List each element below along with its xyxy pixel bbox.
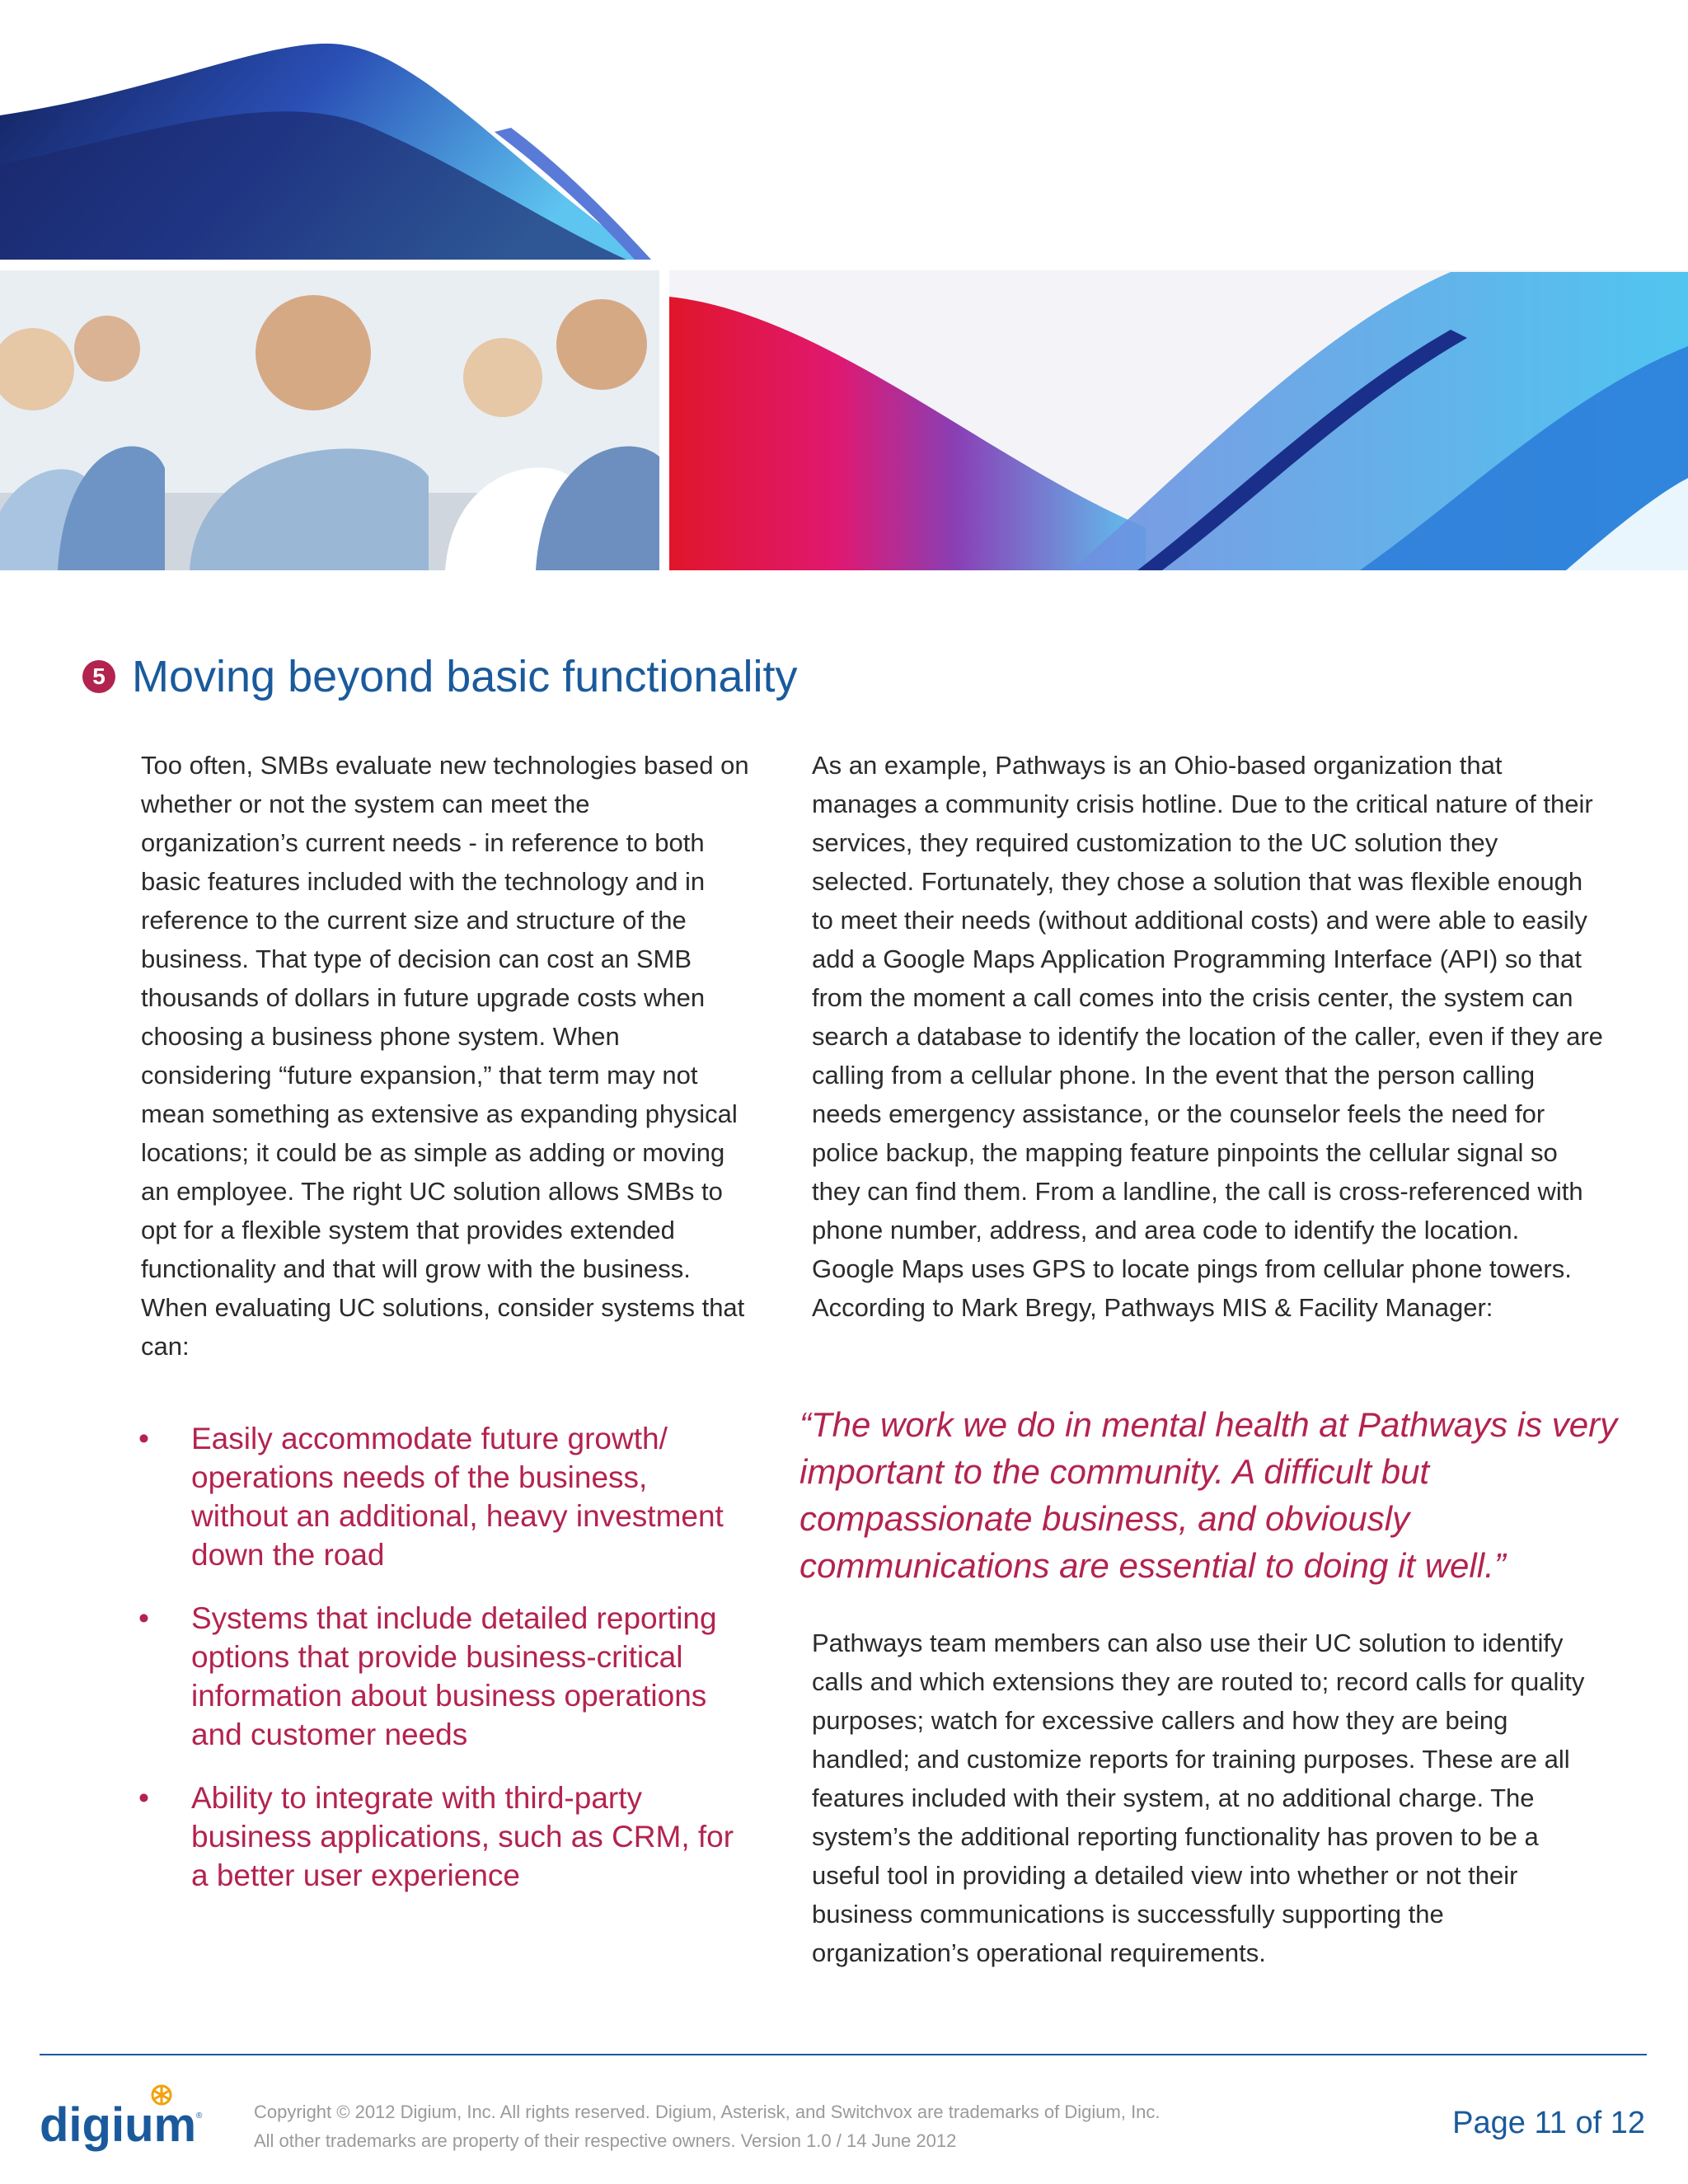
bullet-symbol: • — [138, 1781, 149, 1815]
bullet-symbol: • — [138, 1601, 149, 1635]
section-title: Moving beyond basic functionality — [132, 652, 798, 701]
bullet-text: Systems that include detailed reporting options that provide business-critical information about business operations and customer needs — [191, 1601, 717, 1751]
copyright-line-2: All other trademarks are property of their respective owners. Version 1.0 / 14 June 2012 — [254, 2130, 957, 2151]
bullet-list — [132, 1419, 742, 1919]
copyright-notice — [254, 2097, 1325, 2155]
section-heading — [82, 651, 797, 702]
bullet-item — [132, 1599, 742, 1754]
right-column — [812, 746, 1603, 1327]
pull-quote: “The work we do in mental health at Pathways is very important to the community. A difficult but compassionate business, and obviously communications are essential to doing it well.” — [799, 1405, 1618, 1585]
section-number-badge: 5 — [82, 660, 115, 693]
bullet-text: Easily accommodate future growth/ operations needs of the business, without an additional, heavy investment down the road — [191, 1422, 724, 1572]
bullet-item — [132, 1779, 742, 1895]
intro-paragraph: Too often, SMBs evaluate new technologies based on whether or not the system can meet the organization’s current needs - in reference to both basic features included with the technology and in reference to the current size and structure of the business. That type of decision can cost an SMB thousands of dollars in future upgrade costs when choosing a business phone system. When considering “future expansion,” that term may not mean something as extensive as expanding physical locations; it could be as simple as adding or moving an employee. The right UC solution allows SMBs to opt for a flexible system that provides extended functionality and that will grow with the business. When evaluating UC solutions, consider systems that can: — [141, 751, 749, 1361]
footer-divider — [40, 2054, 1647, 2055]
features-paragraph: Pathways team members can also use their UC solution to identify calls and which extensions they are routed to; record calls for quality purposes; watch for excessive callers and how they are being handled; and customize reports for training purposes. These are all features included with their system, at no additional charge. The system’s the additional reporting functionality has proven to be a useful tool in providing a detailed view into whether or not their business communications is successfully supporting the organization’s operational requirements. — [812, 1629, 1585, 1967]
bullet-item — [132, 1419, 742, 1574]
digium-logo — [40, 2077, 204, 2159]
page-number: Page 11 of 12 — [1452, 2106, 1645, 2140]
bullet-text: Ability to integrate with third-party business applications, such as CRM, for a better user experience — [191, 1781, 734, 1892]
bullet-symbol: • — [138, 1422, 149, 1455]
example-paragraph: As an example, Pathways is an Ohio-based organization that manages a community crisis hotline. Due to the critical nature of their services, they required customization to the UC solution they selected. Fortunately, they chose a solution that was flexible enough to meet their needs (without additional costs) and were able to easily add a Google Maps Application Programming Interface (API) so that from the moment a call comes into the crisis center, the system can search a database to identify the location of the caller, even if they are calling from a cellular phone. In the event that the person calling needs emergency assistance, or the counselor feels the need for police backup, the mapping feature pinpoints the cellular signal so they can find them. From a landline, the call is cross-referenced with phone number, address, and area code to identify the location. Google Maps uses GPS to locate pings from cellular phone towers. According to Mark Bregy, Pathways MIS & Facility Manager: — [812, 751, 1603, 1322]
svg-text:digium: digium — [40, 2098, 197, 2152]
left-column — [141, 746, 751, 1366]
right-column-continued — [812, 1624, 1603, 1972]
copyright-line-1: Copyright © 2012 Digium, Inc. All rights reserved. Digium, Asterisk, and Switchvox are trademarks of Digium, Inc. — [254, 2102, 1160, 2122]
svg-text:®: ® — [196, 2111, 203, 2121]
team-photo — [0, 270, 659, 570]
